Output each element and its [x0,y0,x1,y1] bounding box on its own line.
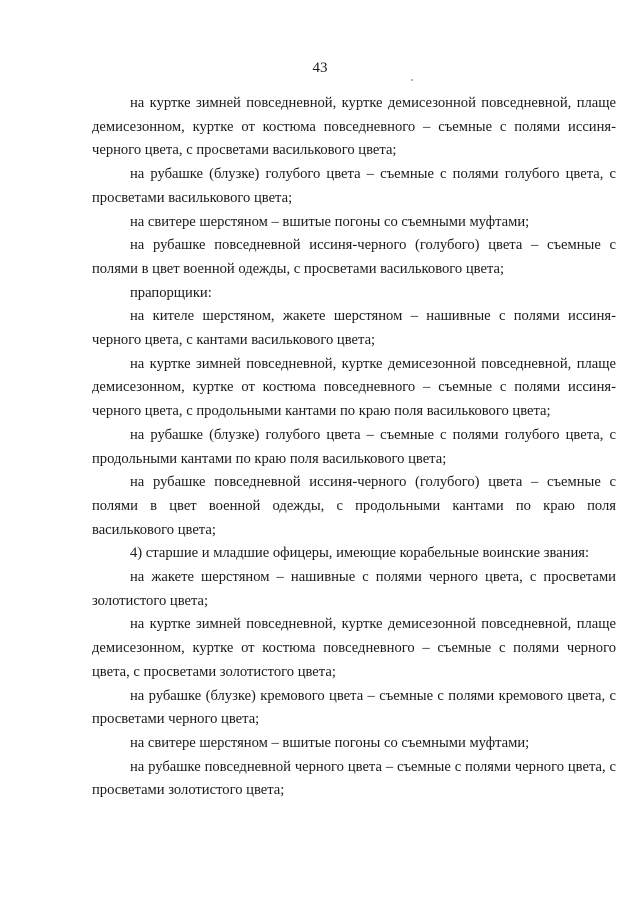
paragraph-9: на рубашке повседневной иссиня-черного (голубого) цвета – съемные с полями в цвет военной одежды, с продольными кантами по краю поля василькового цвета; [92,474,616,538]
paragraph-4: на рубашке повседневной иссиня-черного (голубого) цвета – съемные с полями в цвет военной одежды, с просветами василькового цвета; [92,237,616,277]
document-body [92,92,616,803]
page-number: 43 [312,60,328,76]
scan-speck [411,79,413,81]
paragraph-15: на рубашке повседневной черного цвета – съемные с полями черного цвета, с просветами золотистого цвета; [92,758,616,799]
paragraph-14: на свитере шерстяном – вшитые погоны со съемными муфтами; [130,734,530,751]
paragraph-1: на куртке зимней повседневной, куртке демисезонной повседневной, плаще демисезонном, куртке от костюма повседневного – съемные с полями иссиня-черного цвета, с просветами василькового цвета; [92,95,616,159]
paragraph-2: на рубашке (блузке) голубого цвета – съемные с полями голубого цвета, с просветами василькового цвета; [92,166,616,206]
paragraph-13: на рубашке (блузке) кремового цвета – съемные с полями кремового цвета, с просветами черного цвета; [92,687,616,728]
paragraph-7: на куртке зимней повседневной, куртке демисезонной повседневной, плаще демисезонном, куртке от костюма повседневного – съемные с полями иссиня-черного цвета, с продольными кантами по краю поля василькового цвета; [92,355,616,420]
paragraph-10: 4) старшие и младшие офицеры, имеющие корабельные воинские звания: [130,545,590,562]
paragraph-6: на кителе шерстяном, жакете шерстяном – нашивные с полями иссиня-черного цвета, с кантами василькового цвета; [92,308,616,349]
paragraph-5: прапорщики: [130,284,212,301]
paragraph-8: на рубашке (блузке) голубого цвета – съемные с полями голубого цвета, с продольными кантами по краю поля василькового цвета; [92,426,616,467]
paragraph-12: на куртке зимней повседневной, куртке демисезонной повседневной, плаще демисезонном, куртке от костюма повседневного – съемные с полями черного цвета, с просветами золотистого цвета; [92,616,616,680]
paragraph-3: на свитере шерстяном – вшитые погоны со съемными муфтами; [130,213,530,230]
paragraph-11: на жакете шерстяном – нашивные с полями черного цвета, с просветами золотистого цвета; [92,569,616,609]
